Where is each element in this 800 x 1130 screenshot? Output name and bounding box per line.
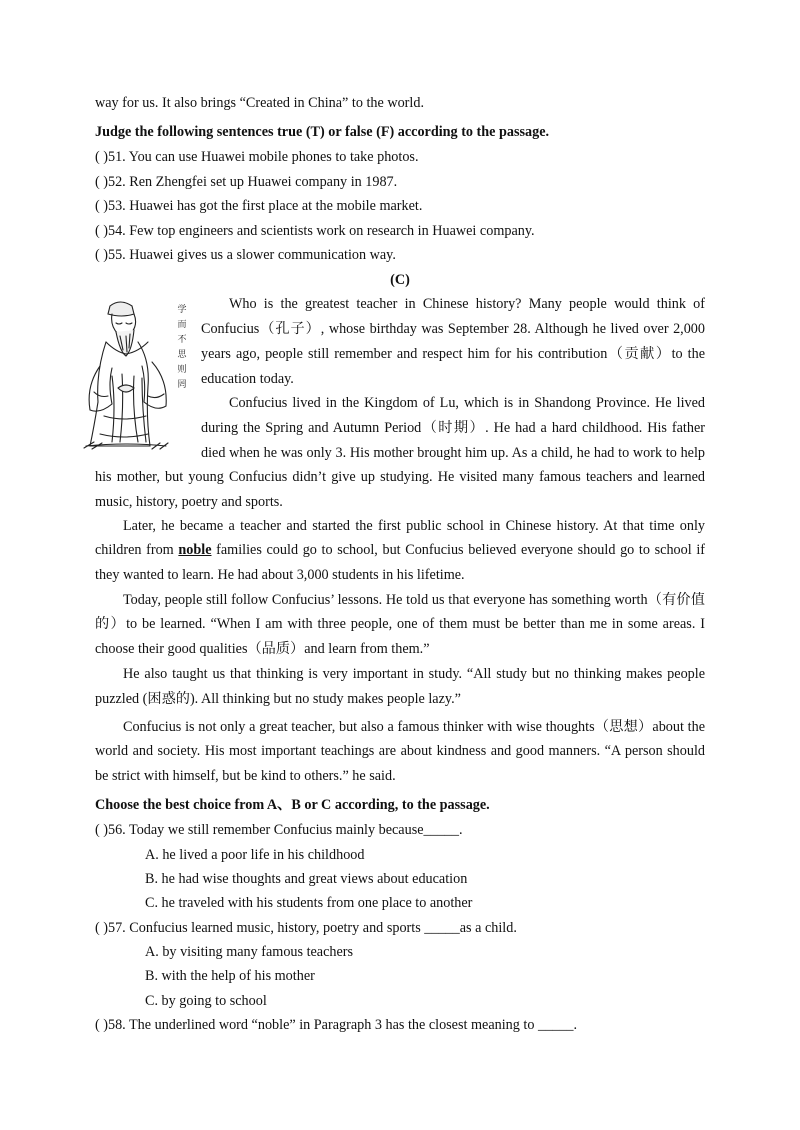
portrait-caption-char-3: 不 — [177, 335, 187, 345]
tf-question-52: ( )52. Ren Zhengfei set up Huawei company in 1987. — [95, 174, 398, 190]
tf-question-53: ( )53. Huawei has got the first place at the mobile market. — [95, 198, 423, 214]
portrait-caption-char-1: 学 — [177, 305, 187, 315]
c-p3-line1: Later, he became a teacher and started the first public school in Chinese history. At that time only — [123, 518, 705, 534]
portrait-caption-char-2: 而 — [177, 320, 187, 330]
question-57-option-a: A. by visiting many famous teachers — [145, 944, 354, 960]
section-b-instruction: Judge the following sentences true (T) or false (F) according to the passage. — [95, 124, 550, 140]
c-p1-line4: education today. — [201, 371, 294, 387]
c-p1-line1: Who is the greatest teacher in Chinese history? Many people would think of — [229, 296, 705, 312]
c-p2-line5: music, history, poetry and sports. — [95, 494, 283, 510]
c-p3-line2 — [95, 540, 705, 560]
c-p5-line2: puzzled (困惑的). All thinking but no study makes people lazy.” — [95, 691, 461, 707]
multiple-choice-instruction: Choose the best choice from A、B or C according, to the passage. — [95, 797, 490, 813]
question-56-option-c: C. he traveled with his students from one place to another — [145, 895, 473, 911]
underlined-word-noble: noble — [178, 542, 212, 558]
portrait-caption-char-5: 则 — [177, 365, 187, 375]
c-p4-line2: 的）to be learned. “When I am with three people, one of them must be better than me in some areas. I — [95, 616, 705, 632]
c-p5-line1: He also taught us that thinking is very important in study. “All study but no thinking makes people — [123, 666, 705, 682]
tf-question-54: ( )54. Few top engineers and scientists work on research in Huawei company. — [95, 223, 535, 239]
question-56-option-b: B. he had wise thoughts and great views about education — [145, 871, 468, 887]
c-p4-line3: choose their good qualities（品质）and learn from them.” — [95, 641, 430, 657]
c-p3-line2-end: families could go to school, but Confucius believed everyone should go to school if — [211, 542, 705, 558]
question-57-stem: ( )57. Confucius learned music, history, poetry and sports _____as a child. — [95, 920, 517, 936]
tf-question-51: ( )51. You can use Huawei mobile phones to take photos. — [95, 149, 419, 165]
c-p1-line3: years ago, people still remember and respect him for his contribution（贡献）to the — [201, 346, 705, 362]
question-58-stem: ( )58. The underlined word “noble” in Paragraph 3 has the closest meaning to _____. — [95, 1017, 577, 1033]
c-p3-line3: they wanted to learn. He had about 3,000 students in his lifetime. — [95, 567, 465, 583]
c-p3-line2-start: children from — [95, 542, 179, 558]
tf-question-55: ( )55. Huawei gives us a slower communication way. — [95, 247, 396, 263]
question-56-stem: ( )56. Today we still remember Confucius mainly because_____. — [95, 822, 463, 838]
question-57-option-b: B. with the help of his mother — [145, 968, 315, 984]
c-p2-line1: Confucius lived in the Kingdom of Lu, which is in Shandong Province. He lived — [229, 395, 705, 411]
c-p2-line4: his mother, but young Confucius didn’t give up studying. He visited many famous teachers and learned — [95, 469, 705, 485]
section-c-heading: (C) — [390, 272, 410, 288]
portrait-caption-char-4: 思 — [177, 350, 187, 360]
c-p6-line3: be strict with himself, but be kind to others.” he said. — [95, 768, 396, 784]
portrait-caption-char-6: 罔 — [177, 380, 187, 390]
passage-b-last-line: way for us. It also brings “Created in China” to the world. — [95, 95, 424, 111]
c-p2-line3: died when he was only 3. His mother brought him up. As a child, he had to work to help — [201, 445, 705, 461]
question-56-option-a: A. he lived a poor life in his childhood — [145, 847, 365, 863]
c-p6-line1: Confucius is not only a great teacher, but also a famous thinker with wise thoughts（思想）about the — [123, 719, 705, 735]
c-p1-line2: Confucius（孔子）, whose birthday was September 28. Although he lived over 2,000 — [201, 321, 705, 337]
c-p6-line2: world and society. His most important teachings are about kindness and good manners. “A person should — [95, 743, 705, 759]
confucius-portrait-image — [82, 296, 194, 452]
c-p4-line1: Today, people still follow Confucius’ lessons. He told us that everyone has something worth（有价值 — [123, 592, 705, 608]
question-57-option-c: C. by going to school — [145, 993, 267, 1009]
c-p2-line2: during the Spring and Autumn Period（时期）. He had a hard childhood. His father — [201, 420, 705, 436]
